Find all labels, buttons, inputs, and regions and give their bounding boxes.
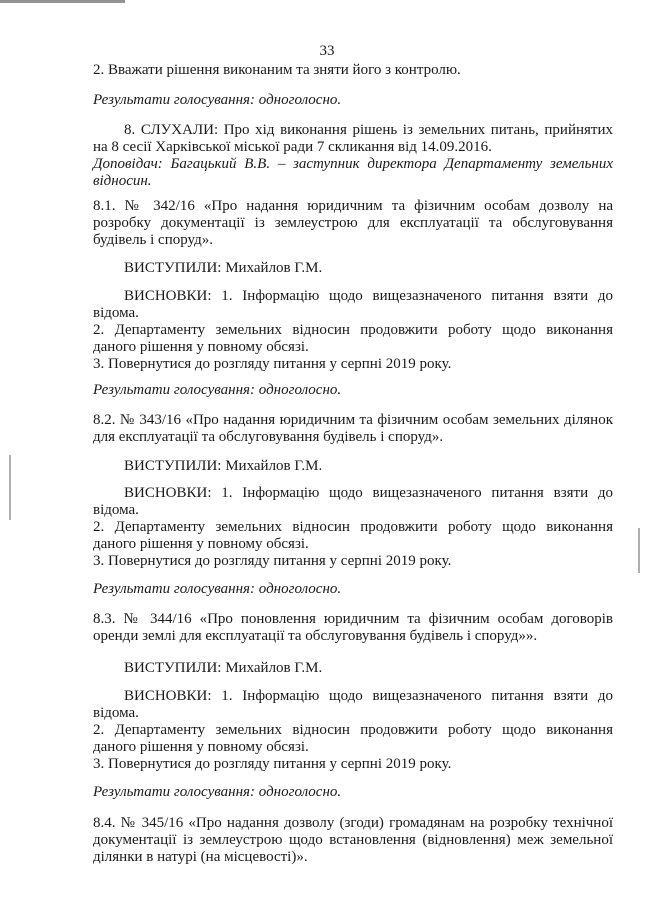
- conclusion-line: даного рішення у повному обсязі.: [93, 739, 309, 755]
- item-title-line: оренди землі для експлуатації та обслуговування будівель і споруд»».: [93, 628, 538, 644]
- conclusion-line: даного рішення у повному обсязі.: [93, 536, 309, 552]
- vote-result: Результати голосування: одноголосно.: [93, 581, 342, 597]
- heard-line: 8. СЛУХАЛИ: Про хід виконання рішень із земельних питань, прийнятих: [124, 122, 613, 138]
- conclusion-line: відома.: [93, 305, 139, 321]
- item-title-line: 8.2. № 343/16 «Про надання юридичним та фізичним особам земельних ділянок: [93, 412, 613, 428]
- scan-artifact-left: [9, 455, 11, 520]
- item-title-line: 8.3. № 344/16 «Про поновлення юридичним та фізичним особам договорів: [93, 611, 613, 627]
- item-title-line: для експлуатації та обслуговування будівель і споруд».: [93, 429, 444, 445]
- vote-result: Результати голосування: одноголосно.: [93, 92, 342, 108]
- conclusion-line: 3. Повернутися до розгляду питання у серпні 2019 року.: [93, 756, 452, 772]
- conclusion-line: 3. Повернутися до розгляду питання у серпні 2019 року.: [93, 553, 452, 569]
- heard-line: на 8 сесії Харківської міської ради 7 скликання від 14.09.2016.: [93, 139, 492, 155]
- spoke-line: ВИСТУПИЛИ: Михайлов Г.М.: [124, 260, 323, 276]
- conclusion-line: 2. Департаменту земельних відносин продовжити роботу щодо виконання: [93, 322, 613, 338]
- item-title-line: документації із землеустрою щодо встановлення (відновлення) меж земельної: [93, 832, 613, 848]
- conclusion-line: відома.: [93, 705, 139, 721]
- item-title-line: розробку документації із землеустрою для експлуатації та обслуговування: [93, 215, 613, 231]
- reporter-line: відносин.: [93, 173, 152, 189]
- conclusion-line: 2. Департаменту земельних відносин продовжити роботу щодо виконання: [93, 519, 613, 535]
- spoke-line: ВИСТУПИЛИ: Михайлов Г.М.: [124, 458, 323, 474]
- scan-artifact-top: [0, 0, 125, 3]
- item-title-line: 8.1. № 342/16 «Про надання юридичним та фізичним особам дозволу на: [93, 198, 613, 214]
- conclusion-line: 3. Повернутися до розгляду питання у серпні 2019 року.: [93, 356, 452, 372]
- conclusion-line: даного рішення у повному обсязі.: [93, 339, 309, 355]
- vote-result: Результати голосування: одноголосно.: [93, 382, 342, 398]
- vote-result: Результати голосування: одноголосно.: [93, 784, 342, 800]
- intro-line: 2. Вважати рішення виконаним та зняти його з контролю.: [93, 62, 461, 78]
- conclusion-line: відома.: [93, 502, 139, 518]
- page-number: 33: [319, 43, 335, 59]
- conclusion-line: ВИСНОВКИ: 1. Інформацію щодо вищезазначеного питання взяти до: [124, 288, 613, 304]
- conclusion-line: ВИСНОВКИ: 1. Інформацію щодо вищезазначеного питання взяти до: [124, 688, 613, 704]
- spoke-line: ВИСТУПИЛИ: Михайлов Г.М.: [124, 660, 323, 676]
- item-title-line: будівель і споруд».: [93, 232, 213, 248]
- reporter-line: Доповідач: Багацький В.В. – заступник директора Департаменту земельних: [93, 156, 613, 172]
- item-title-line: ділянки в натурі (на місцевості)».: [93, 849, 308, 865]
- conclusion-line: ВИСНОВКИ: 1. Інформацію щодо вищезазначеного питання взяти до: [124, 485, 613, 501]
- conclusion-line: 2. Департаменту земельних відносин продовжити роботу щодо виконання: [93, 722, 613, 738]
- item-title-line: 8.4. № 345/16 «Про надання дозволу (згоди) громадянам на розробку технічної: [93, 815, 613, 831]
- scan-artifact-right: [638, 528, 640, 573]
